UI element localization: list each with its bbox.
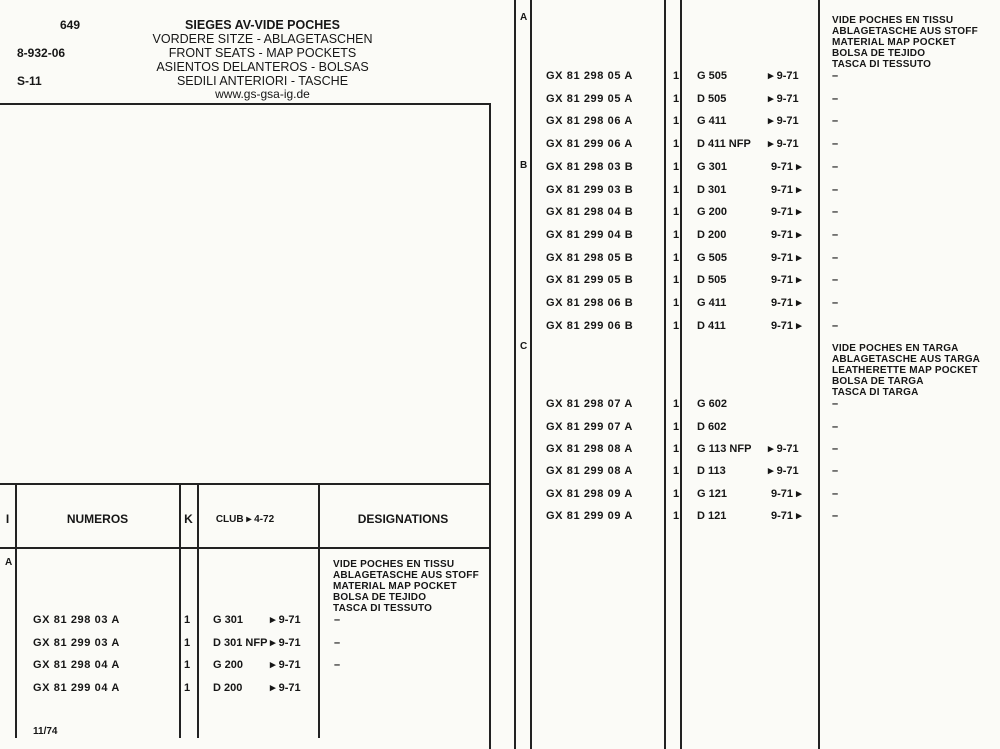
part-number: GX 81 298 06 A: [546, 115, 633, 128]
club-reference: D 505: [697, 92, 727, 105]
designation: –: [334, 614, 341, 626]
validity-date: 9-71 ▸: [771, 510, 802, 522]
col-header-club: CLUB ▸ 4-72: [215, 514, 275, 525]
quantity: 1: [673, 297, 680, 309]
part-number: GX 81 298 06 B: [546, 297, 634, 309]
right-group-c-description: [832, 343, 980, 398]
quantity: 1: [184, 614, 191, 626]
page-number: 649: [60, 18, 81, 32]
club-reference: D 301: [697, 183, 727, 196]
club-reference: G 200: [697, 206, 727, 219]
quantity: 1: [673, 228, 680, 241]
part-number: GX 81 299 03 B: [546, 183, 634, 196]
quantity: 1: [673, 488, 680, 500]
col-header-k: K: [184, 512, 193, 526]
part-number: GX 81 299 04 B: [546, 228, 634, 241]
club-reference: G 113 NFP: [697, 443, 752, 455]
validity-date: 9-71 ▸: [771, 297, 802, 309]
description-line: BOLSA DE TEJIDO: [832, 48, 926, 59]
designation: –: [334, 637, 341, 649]
description-line: VIDE POCHES EN TISSU: [832, 15, 954, 26]
validity-date: 9-71 ▸: [771, 160, 802, 173]
club-reference: D 411: [697, 319, 726, 332]
quantity: 1: [673, 443, 680, 455]
illustration-area: [0, 105, 488, 482]
col-header-i: I: [5, 512, 10, 526]
quantity: 1: [673, 206, 680, 219]
description-line: MATERIAL MAP POCKET: [832, 37, 956, 48]
part-number: GX 81 298 03 A: [33, 614, 120, 626]
club-reference: D 602: [697, 421, 727, 433]
part-number: GX 81 298 05 B: [546, 251, 634, 264]
designation: –: [832, 297, 839, 309]
title-line-it: SEDILI ANTERIORI - TASCHE: [176, 74, 349, 88]
description-line: BOLSA DE TEJIDO: [333, 592, 427, 603]
group-letter-a: A: [5, 557, 13, 568]
designation: –: [832, 228, 839, 241]
designation: –: [832, 70, 839, 82]
validity-date: 9-71 ▸: [771, 251, 802, 264]
designation: –: [832, 92, 839, 105]
part-number: GX 81 299 06 B: [546, 319, 634, 332]
section-code: S-11: [17, 74, 42, 88]
quantity: 1: [673, 70, 680, 82]
quantity: 1: [673, 183, 680, 196]
club-reference: G 505: [697, 70, 727, 82]
designation: –: [832, 160, 839, 173]
validity-date: ▸ 9-71: [270, 614, 301, 626]
right-panel-left-border: [514, 0, 516, 749]
description-line: VIDE POCHES EN TARGA: [832, 343, 959, 354]
validity-date: ▸ 9-71: [768, 465, 799, 477]
right-col-i-border: [530, 0, 532, 749]
right-group-letter-a: A: [520, 12, 528, 23]
designation: –: [832, 251, 839, 264]
website-link[interactable]: www.gs-gsa-ig.de: [215, 87, 310, 101]
quantity: 1: [184, 682, 191, 694]
quantity: 1: [673, 138, 680, 151]
part-number: GX 81 298 08 A: [546, 443, 633, 455]
right-col-club-border: [818, 0, 820, 749]
designation: –: [832, 510, 839, 522]
validity-date: 9-71 ▸: [771, 183, 802, 196]
title-line-fr: SIEGES AV-VIDE POCHES: [185, 18, 340, 32]
validity-date: ▸ 9-71: [768, 70, 799, 82]
quantity: 1: [673, 160, 680, 173]
validity-date: ▸ 9-71: [270, 682, 301, 694]
footer-date: 11/74: [33, 726, 58, 737]
part-number: GX 81 298 03 B: [546, 160, 634, 173]
validity-date: 9-71 ▸: [771, 228, 802, 241]
table-header-bottom-border: [0, 547, 490, 549]
designation: –: [832, 398, 839, 410]
col-header-designations: DESIGNATIONS: [357, 512, 449, 526]
designation: –: [832, 465, 839, 477]
description-line: LEATHERETTE MAP POCKET: [832, 365, 978, 376]
title-line-es: ASIENTOS DELANTEROS - BOLSAS: [156, 60, 369, 74]
validity-date: 9-71 ▸: [771, 274, 802, 287]
club-reference: D 301 NFP: [213, 637, 268, 649]
quantity: 1: [673, 421, 680, 433]
designation: –: [832, 421, 839, 433]
quantity: 1: [673, 274, 680, 287]
designation: –: [832, 183, 839, 196]
description-line: ABLAGETASCHE AUS STOFF: [832, 26, 978, 37]
club-reference: G 121: [697, 488, 727, 500]
title-line-de: VORDERE SITZE - ABLAGETASCHEN: [152, 32, 373, 46]
quantity: 1: [184, 659, 191, 671]
description-line: BOLSA DE TARGA: [832, 376, 924, 387]
description-line: VIDE POCHES EN TISSU: [333, 559, 455, 570]
validity-date: ▸ 9-71: [270, 659, 301, 671]
right-group-letter-b: B: [520, 160, 528, 171]
club-reference: D 200: [697, 228, 727, 241]
quantity: 1: [673, 92, 680, 105]
part-number: GX 81 299 07 A: [546, 421, 633, 433]
club-reference: G 200: [213, 659, 243, 671]
designation: –: [832, 443, 839, 455]
quantity: 1: [673, 398, 680, 410]
group-a-description: [333, 559, 479, 614]
quantity: 1: [673, 465, 680, 477]
validity-date: ▸ 9-71: [768, 92, 799, 105]
club-reference: D 505: [697, 274, 727, 287]
club-reference: D 113: [697, 465, 726, 477]
club-reference: G 505: [697, 251, 727, 264]
right-group-letter-c: C: [520, 341, 528, 352]
club-reference: G 411: [697, 297, 727, 309]
part-number: GX 81 299 08 A: [546, 465, 633, 477]
validity-date: ▸ 9-71: [768, 115, 799, 128]
designation: –: [832, 319, 839, 332]
validity-date: 9-71 ▸: [771, 319, 802, 332]
validity-date: 9-71 ▸: [771, 206, 802, 219]
club-reference: G 602: [697, 398, 727, 410]
designation: –: [832, 206, 839, 219]
part-number: GX 81 299 05 A: [546, 92, 633, 105]
validity-date: ▸ 9-71: [768, 138, 799, 151]
part-number: GX 81 298 05 A: [546, 70, 633, 82]
club-reference: D 411 NFP: [697, 138, 751, 151]
quantity: 1: [673, 319, 680, 332]
part-number: GX 81 299 06 A: [546, 138, 633, 151]
club-reference: G 411: [697, 115, 727, 128]
part-number: GX 81 299 04 A: [33, 682, 120, 694]
club-reference: D 200: [213, 682, 243, 694]
left-panel-right-border: [489, 103, 491, 749]
club-reference: G 301: [697, 160, 727, 173]
table-top-border: [0, 483, 490, 485]
part-number: GX 81 299 09 A: [546, 510, 633, 522]
quantity: 1: [184, 637, 191, 649]
quantity: 1: [673, 115, 680, 128]
designation: –: [832, 274, 839, 287]
description-line: MATERIAL MAP POCKET: [333, 581, 457, 592]
part-number: GX 81 299 05 B: [546, 274, 634, 287]
right-group-a-description: [832, 15, 978, 70]
part-number: GX 81 298 07 A: [546, 398, 633, 410]
reference-code: 8-932-06: [17, 46, 66, 60]
title-line-en: FRONT SEATS - MAP POCKETS: [168, 46, 357, 60]
description-line: TASCA DI TARGA: [832, 387, 919, 398]
designation: –: [334, 659, 341, 671]
description-line: ABLAGETASCHE AUS STOFF: [333, 570, 479, 581]
designation: –: [832, 115, 839, 128]
club-reference: D 121: [697, 510, 727, 522]
quantity: 1: [673, 510, 680, 522]
validity-date: ▸ 9-71: [270, 637, 301, 649]
part-number: GX 81 298 04 A: [33, 659, 120, 671]
part-number: GX 81 298 04 B: [546, 206, 634, 219]
description-line: TASCA DI TESSUTO: [333, 603, 433, 614]
description-line: ABLAGETASCHE AUS TARGA: [832, 354, 981, 365]
part-number: GX 81 298 09 A: [546, 488, 633, 500]
right-col-k-border: [680, 0, 682, 749]
right-col-numeros-border: [664, 0, 666, 749]
validity-date: ▸ 9-71: [768, 443, 799, 455]
validity-date: 9-71 ▸: [771, 488, 802, 500]
designation: –: [832, 488, 839, 500]
club-reference: G 301: [213, 614, 243, 626]
quantity: 1: [673, 251, 680, 264]
part-number: GX 81 299 03 A: [33, 637, 120, 649]
designation: –: [832, 138, 839, 151]
description-line: TASCA DI TESSUTO: [832, 59, 932, 70]
col-header-numeros: NUMEROS: [66, 512, 129, 526]
